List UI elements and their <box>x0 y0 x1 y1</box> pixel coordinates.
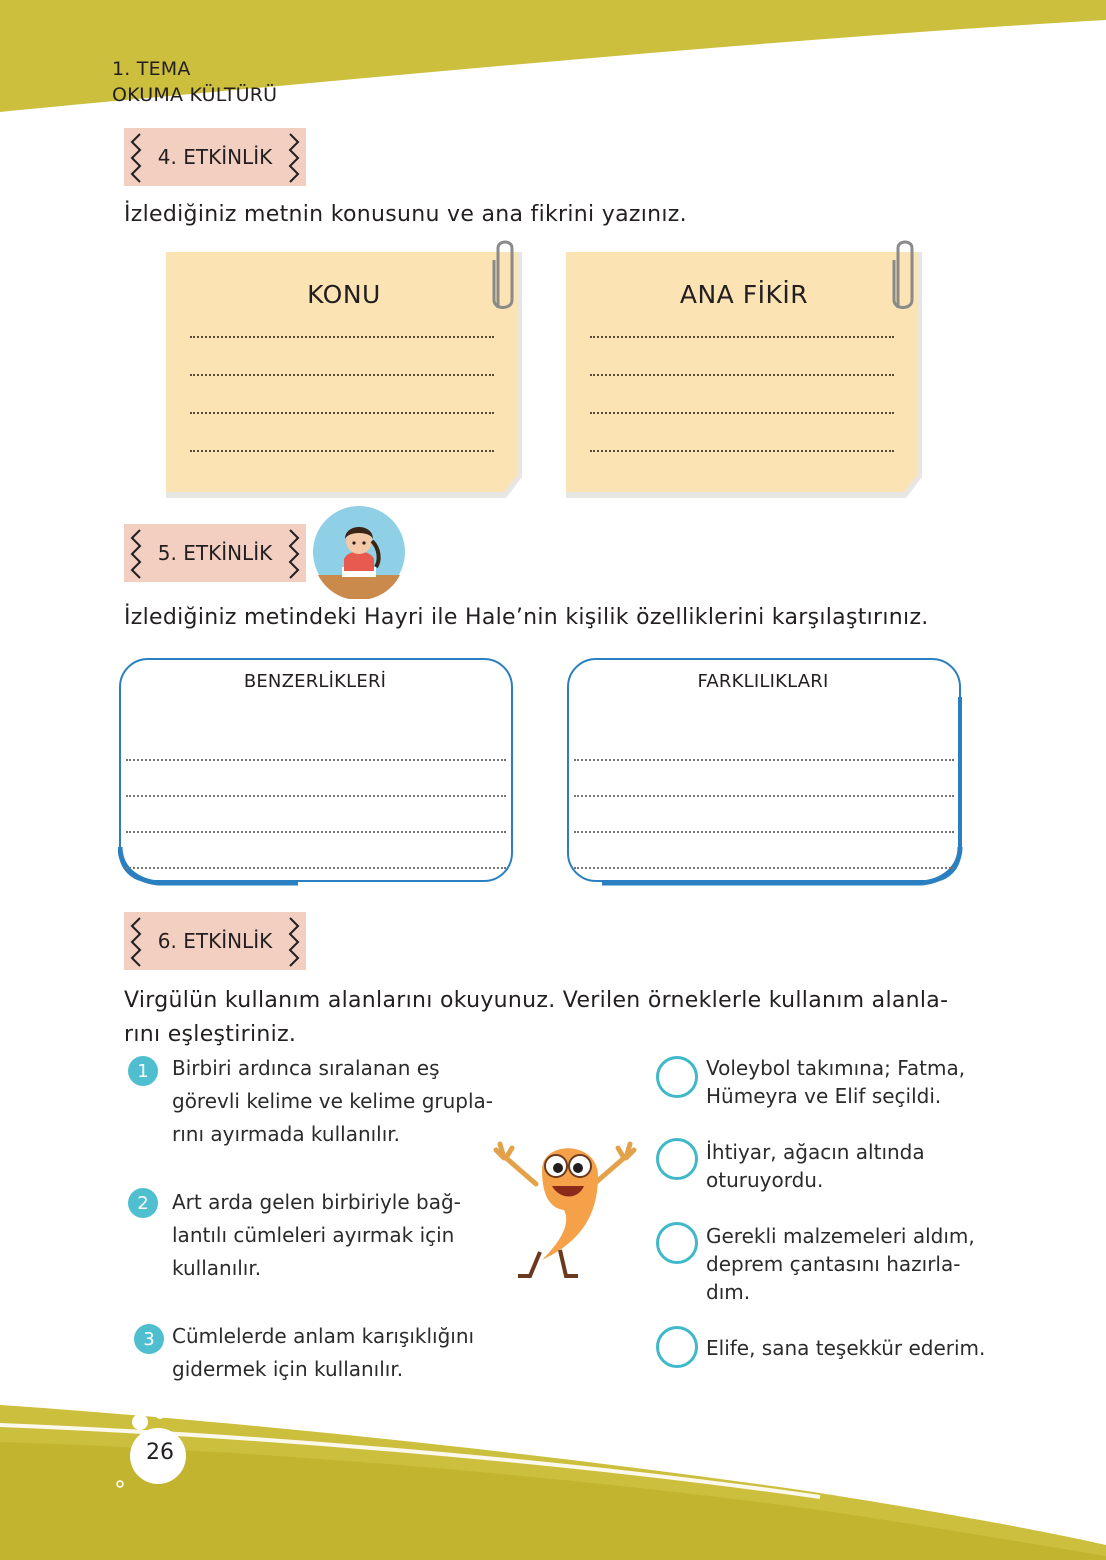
example-line: Elife, sana teşekkür ederim. <box>706 1336 986 1360</box>
example-3 <box>706 1222 975 1306</box>
match-circle-1[interactable] <box>656 1056 698 1098</box>
use-number-2: 2 <box>128 1188 158 1218</box>
use-item-line: Birbiri ardınca sıralanan eş <box>172 1056 440 1080</box>
ana-fikir-title: ANA FİKİR <box>679 280 809 309</box>
page-number: 26 <box>146 1440 174 1465</box>
answer-line[interactable] <box>190 450 494 452</box>
use-item-line: görevli kelime ve kelime grupla- <box>172 1089 494 1113</box>
example-line: Gerekli malzemeleri aldım, <box>706 1224 975 1248</box>
benzerlikleri-title: BENZERLİKLERİ <box>243 671 387 692</box>
theme-heading <box>112 56 277 108</box>
use-item-line: Cümlelerde anlam karışıklığını <box>172 1324 475 1348</box>
answer-line[interactable] <box>126 759 506 761</box>
match-circle-4[interactable] <box>656 1326 698 1368</box>
answer-line[interactable] <box>590 336 894 338</box>
example-line: İhtiyar, ağacın altında <box>706 1140 925 1164</box>
activity-5-instruction: İzlediğiniz metindeki Hayri ile Hale’nin kişilik özelliklerini karşılaştırınız. <box>124 605 929 630</box>
answer-line[interactable] <box>574 795 954 797</box>
activity-6-instruction-line-1: Virgülün kullanım alanlarını okuyunuz. Verilen örneklerle kullanım alanla- <box>124 988 949 1013</box>
theme-title: OKUMA KÜLTÜRÜ <box>112 84 278 106</box>
example-1 <box>706 1054 965 1110</box>
example-4 <box>706 1334 985 1362</box>
answer-line[interactable] <box>126 867 506 869</box>
activity-6-label: 6. ETKİNLİK <box>157 929 273 953</box>
activity-5-ribbon <box>120 520 310 586</box>
match-circle-2[interactable] <box>656 1138 698 1180</box>
answer-line[interactable] <box>126 795 506 797</box>
answer-line[interactable] <box>590 450 894 452</box>
answer-line[interactable] <box>574 831 954 833</box>
konu-title: KONU <box>307 280 381 309</box>
reading-girl-illustration <box>312 505 406 599</box>
example-line: deprem çantasını hazırla- <box>706 1252 961 1276</box>
answer-line[interactable] <box>574 867 954 869</box>
theme-number: 1. TEMA <box>112 58 191 80</box>
match-circle-3[interactable] <box>656 1222 698 1264</box>
activity-6-ribbon <box>120 908 310 974</box>
answer-line[interactable] <box>126 831 506 833</box>
example-line: dım. <box>706 1280 751 1304</box>
comma-mascot-illustration <box>490 1130 640 1290</box>
activity-6-instruction <box>124 984 948 1052</box>
use-item-2 <box>172 1186 461 1285</box>
use-item-line: lantılı cümleleri ayırmak için <box>172 1223 455 1247</box>
activity-4-instruction: İzlediğiniz metnin konusunu ve ana fikrini yazınız. <box>124 202 687 227</box>
farkliliklari-box <box>566 657 960 879</box>
activity-4-ribbon <box>120 124 310 190</box>
example-line: Hümeyra ve Elif seçildi. <box>706 1084 942 1108</box>
use-item-3 <box>172 1320 474 1386</box>
use-item-1 <box>172 1052 493 1151</box>
example-line: oturuyordu. <box>706 1168 824 1192</box>
ana-fikir-note <box>566 252 922 492</box>
answer-line[interactable] <box>190 412 494 414</box>
use-item-line: Art arda gelen birbiriyle bağ- <box>172 1190 461 1214</box>
answer-line[interactable] <box>590 412 894 414</box>
use-item-line: rını ayırmada kullanılır. <box>172 1122 401 1146</box>
example-2 <box>706 1138 925 1194</box>
answer-line[interactable] <box>190 374 494 376</box>
activity-5-label: 5. ETKİNLİK <box>157 541 273 565</box>
use-item-line: kullanılır. <box>172 1256 262 1280</box>
farkliliklari-title: FARKLILIKLARI <box>697 671 829 692</box>
konu-note <box>166 252 522 492</box>
use-item-line: gidermek için kullanılır. <box>172 1357 404 1381</box>
answer-line[interactable] <box>574 759 954 761</box>
answer-line[interactable] <box>590 374 894 376</box>
benzerlikleri-box <box>118 657 512 879</box>
example-line: Voleybol takımına; Fatma, <box>706 1056 966 1080</box>
activity-6-instruction-line-2: rını eşleştiriniz. <box>124 1022 297 1047</box>
use-number-3: 3 <box>134 1324 164 1354</box>
answer-line[interactable] <box>190 336 494 338</box>
activity-4-label: 4. ETKİNLİK <box>157 145 273 169</box>
use-number-1: 1 <box>128 1056 158 1086</box>
